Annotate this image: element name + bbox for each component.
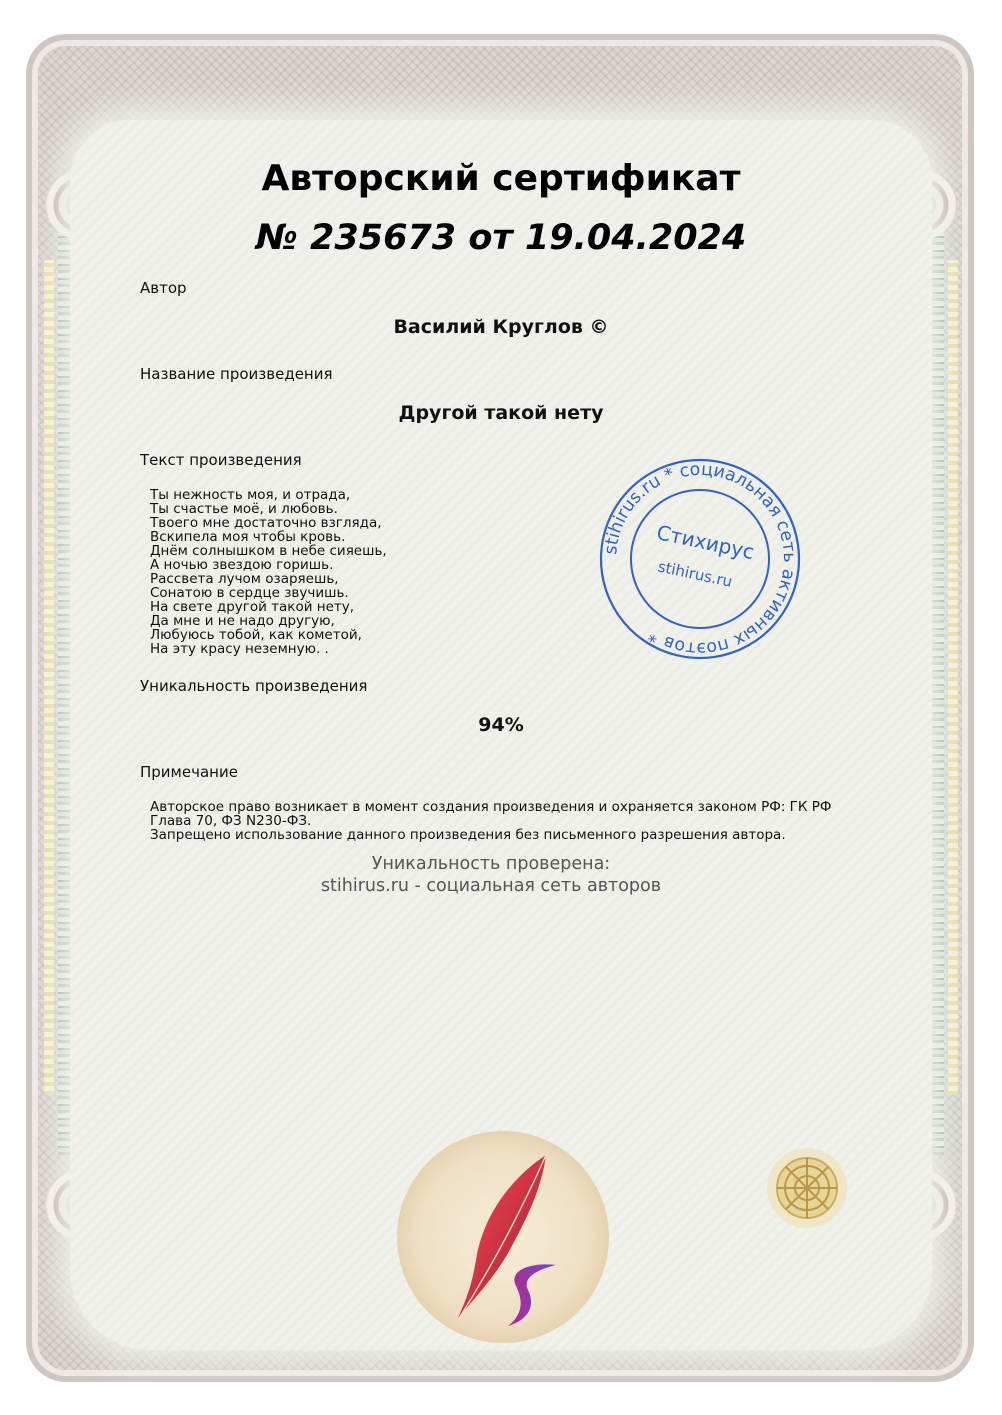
poem-line: Любуюсь тобой, как кометой, bbox=[150, 627, 362, 643]
uniqueness-label: Уникальность произведения bbox=[140, 677, 368, 695]
gold-medallion-icon bbox=[766, 1147, 848, 1229]
quill-seal-icon bbox=[396, 1130, 610, 1344]
work-title-label: Название произведения bbox=[140, 365, 333, 383]
work-text-label: Текст произведения bbox=[140, 451, 302, 469]
poem-line: Ты счастье моё, и любовь. bbox=[150, 501, 338, 517]
verification-line-2: stihirus.ru - социальная сеть авторов bbox=[320, 876, 662, 896]
poem-line: Вскипела моя чтобы кровь. bbox=[150, 529, 346, 545]
note-line-2: Запрещено использование данного произведения без письменного разрешения автора. bbox=[150, 827, 786, 843]
stamp-ring-text: stihirus.ru * социальная сеть активных поэтов * bbox=[601, 459, 800, 659]
stihirus-stamp-icon bbox=[598, 457, 802, 661]
poem-text bbox=[150, 488, 570, 656]
poem-line: А ночью звездою горишь. bbox=[150, 557, 334, 573]
poem-line: Днём солнышком в небе сияешь, bbox=[150, 543, 387, 559]
poem-line: Ты нежность моя, и отрада, bbox=[150, 487, 351, 503]
poem-line: Твоего мне достаточно взгляда, bbox=[150, 515, 382, 531]
poem-line: Да мне и не надо другую, bbox=[150, 613, 335, 629]
note-text bbox=[150, 800, 850, 842]
poem-line: На эту красу неземную. . bbox=[150, 641, 329, 657]
verification-line-1: Уникальность проверена: bbox=[371, 854, 611, 874]
poem-line: Рассвета лучом озаряешь, bbox=[150, 571, 339, 587]
poem-line: Сонатою в сердце звучишь. bbox=[150, 585, 349, 601]
note-line-1: Авторское право возникает в момент создания произведения и охраняется законом РФ: ГК РФ Глава 70, ФЗ N230-ФЗ. bbox=[150, 799, 832, 829]
certificate-title: Авторский сертификат bbox=[261, 158, 741, 199]
author-name: Василий Круглов © bbox=[393, 316, 609, 338]
verification-text bbox=[0, 853, 982, 897]
stamp-name: Стихирус bbox=[654, 520, 757, 565]
author-label: Автор bbox=[140, 279, 187, 297]
certificate-number: № 235673 от 19.04.2024 bbox=[255, 218, 747, 258]
poem-line: На свете другой такой нету, bbox=[150, 599, 355, 615]
uniqueness-value: 94% bbox=[478, 714, 524, 736]
work-title: Другой такой нету bbox=[398, 402, 604, 424]
stamp-site: stihirus.ru bbox=[656, 557, 734, 591]
note-label: Примечание bbox=[140, 763, 238, 781]
